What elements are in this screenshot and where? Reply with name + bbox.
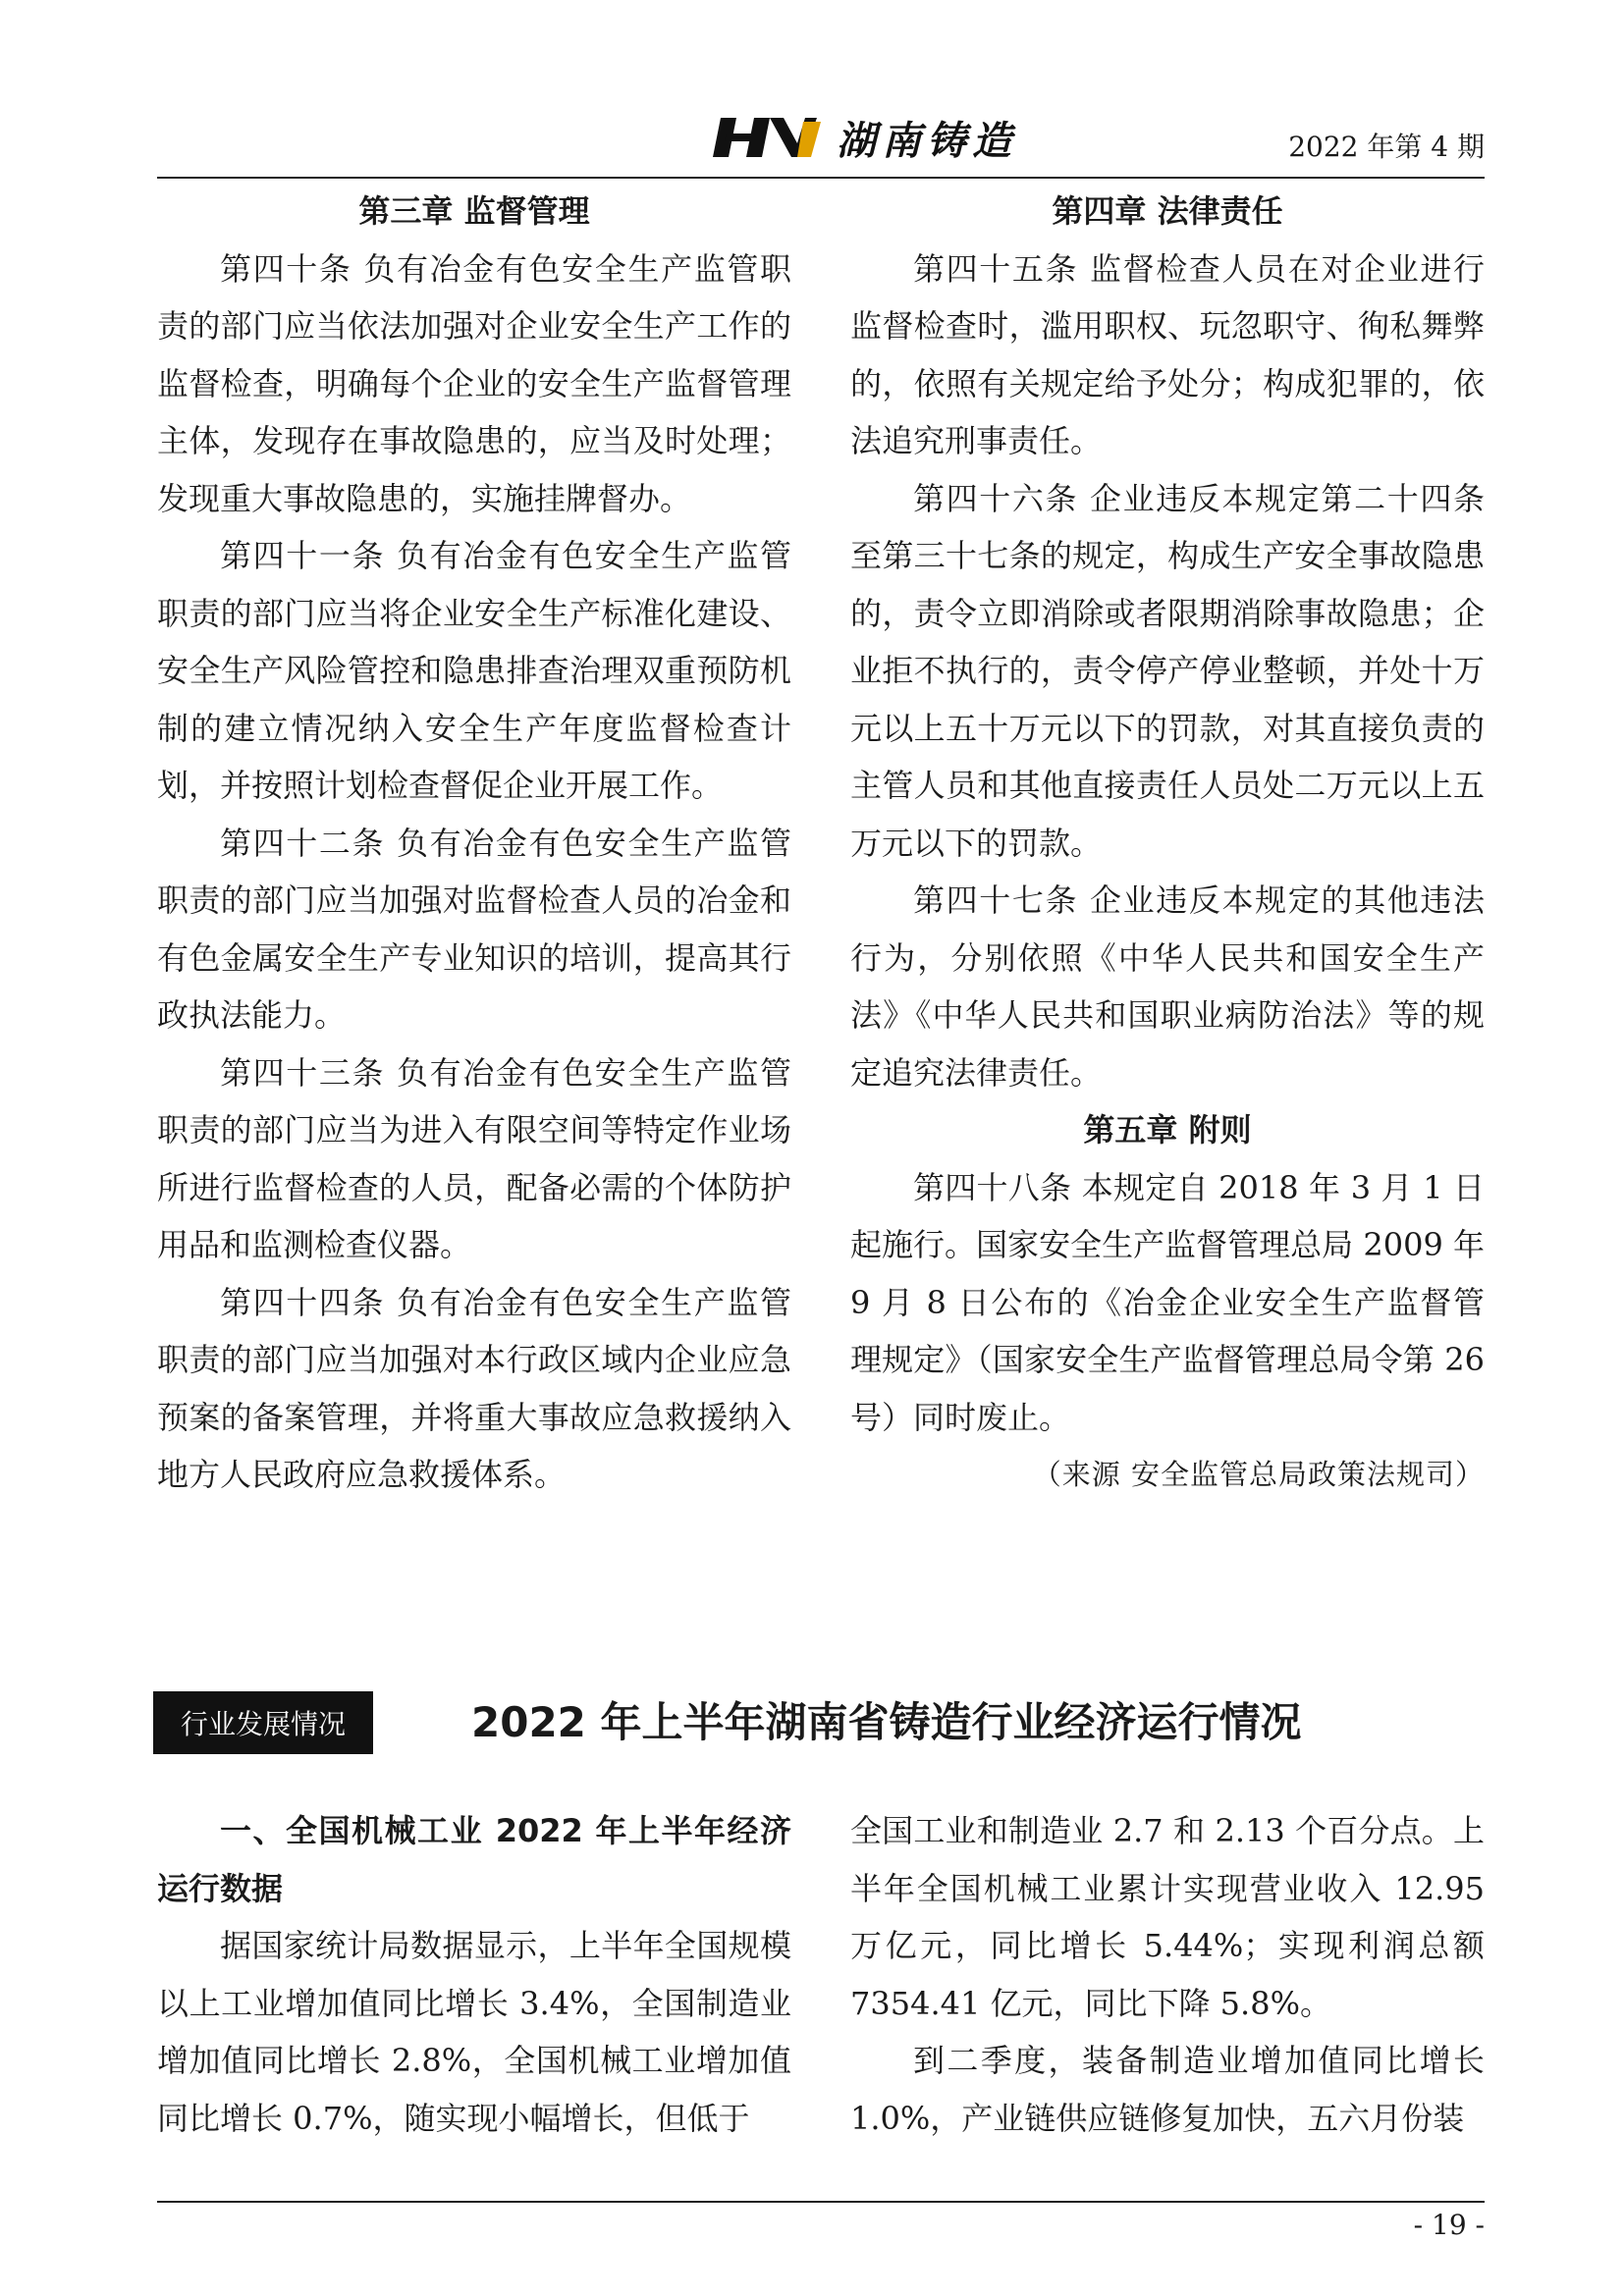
article-right-column bbox=[850, 1802, 1485, 2147]
article-47: 第四十七条 企业违反本规定的其他违法行为，分别依照《中华人民共和国安全生产法》《中华人民共和国职业病防治法》等的规定追究法律责任。 bbox=[850, 881, 1485, 1092]
header-rule bbox=[157, 177, 1485, 179]
page-number: - 19 - bbox=[1413, 2209, 1485, 2241]
issue-label: 2022 年第 4 期 bbox=[1288, 131, 1485, 163]
article-paragraph-2: 全国工业和制造业 2.7 和 2.13 个百分点。上半年全国机械工业累计实现营业收入 12.95 万亿元，同比增长 5.44%；实现利润总额 7354.41 亿元，同比下降 5.8%。 bbox=[850, 1812, 1485, 2022]
article-46: 第四十六条 企业违反本规定第二十四条至第三十七条的规定，构成生产安全事故隐患的，责令立即消除或者限期消除事故隐患；企业拒不执行的，责令停产停业整顿，并处十万元以上五十万元以下的罚款，对其直接负责的主管人员和其他直接责任人员处二万元以上五万元以下的罚款。 bbox=[850, 479, 1485, 862]
chapter-5-title: 第五章 附则 bbox=[1083, 1111, 1252, 1148]
article-42: 第四十二条 负有冶金有色安全生产监管职责的部门应当加强对监督检查人员的冶金和有色金属安全生产专业知识的培训，提高其行政执法能力。 bbox=[157, 824, 791, 1034]
chapter-4-title: 第四章 法律责任 bbox=[1052, 192, 1283, 230]
article-43: 第四十三条 负有冶金有色安全生产监管职责的部门应当为进入有限空间等特定作业场所进行监督检查的人员，配备必需的个体防护用品和监测检查仪器。 bbox=[157, 1053, 791, 1263]
chapter-3-title: 第三章 监督管理 bbox=[358, 192, 590, 230]
article-40: 第四十条 负有冶金有色安全生产监管职责的部门应当依法加强对企业安全生产工作的监督检查，明确每个企业的安全生产监督管理主体，发现存在事故隐患的，应当及时处理；发现重大事故隐患的，实施挂牌督办。 bbox=[157, 249, 791, 517]
left-column bbox=[157, 183, 791, 1504]
article-41: 第四十一条 负有冶金有色安全生产监管职责的部门应当将企业安全生产标准化建设、安全生产风险管控和隐患排查治理双重预防机制的建立情况纳入安全生产年度监督检查计划，并按照计划检查督促企业开展工作。 bbox=[157, 537, 791, 804]
article-45: 第四十五条 监督检查人员在对企业进行监督检查时，滥用职权、玩忽职守、徇私舞弊的，依照有关规定给予处分；构成犯罪的，依法追究刑事责任。 bbox=[850, 249, 1485, 459]
hni-logo-icon bbox=[707, 114, 823, 161]
article-left-column bbox=[157, 1802, 791, 2147]
section-tag: 行业发展情况 bbox=[153, 1691, 373, 1754]
article-title: 2022 年上半年湖南省铸造行业经济运行情况 bbox=[471, 1698, 1302, 1746]
logo-text: 湖南铸造 bbox=[837, 118, 1017, 164]
journal-logo bbox=[707, 106, 1017, 169]
article-subheading: 一、全国机械工业 2022 年上半年经济运行数据 bbox=[157, 1812, 791, 1907]
footer-rule bbox=[157, 2201, 1485, 2203]
article-paragraph-1: 据国家统计局数据显示，上半年全国规模以上工业增加值同比增长 3.4%，全国制造业增加值同比增长 2.8%，全国机械工业增加值同比增长 0.7%，随实现小幅增长，但低于 bbox=[157, 1927, 791, 2137]
right-column bbox=[850, 183, 1485, 1504]
article-paragraph-3: 到二季度，装备制造业增加值同比增长 1.0%，产业链供应链修复加快，五六月份装 bbox=[850, 2042, 1485, 2137]
page-header bbox=[157, 106, 1485, 177]
article-44: 第四十四条 负有冶金有色安全生产监管职责的部门应当加强对本行政区域内企业应急预案的备案管理，并将重大事故应急救援纳入地方人民政府应急救援体系。 bbox=[157, 1283, 791, 1493]
source-note: （来源 安全监管总局政策法规司） bbox=[1032, 1458, 1485, 1491]
article-48: 第四十八条 本规定自 2018 年 3 月 1 日起施行。国家安全生产监督管理总局 2009 年 9 月 8 日公布的《冶金企业安全生产监督管理规定》（国家安全生产监督管理总局令第 26 号）同时废止。 bbox=[850, 1168, 1485, 1436]
